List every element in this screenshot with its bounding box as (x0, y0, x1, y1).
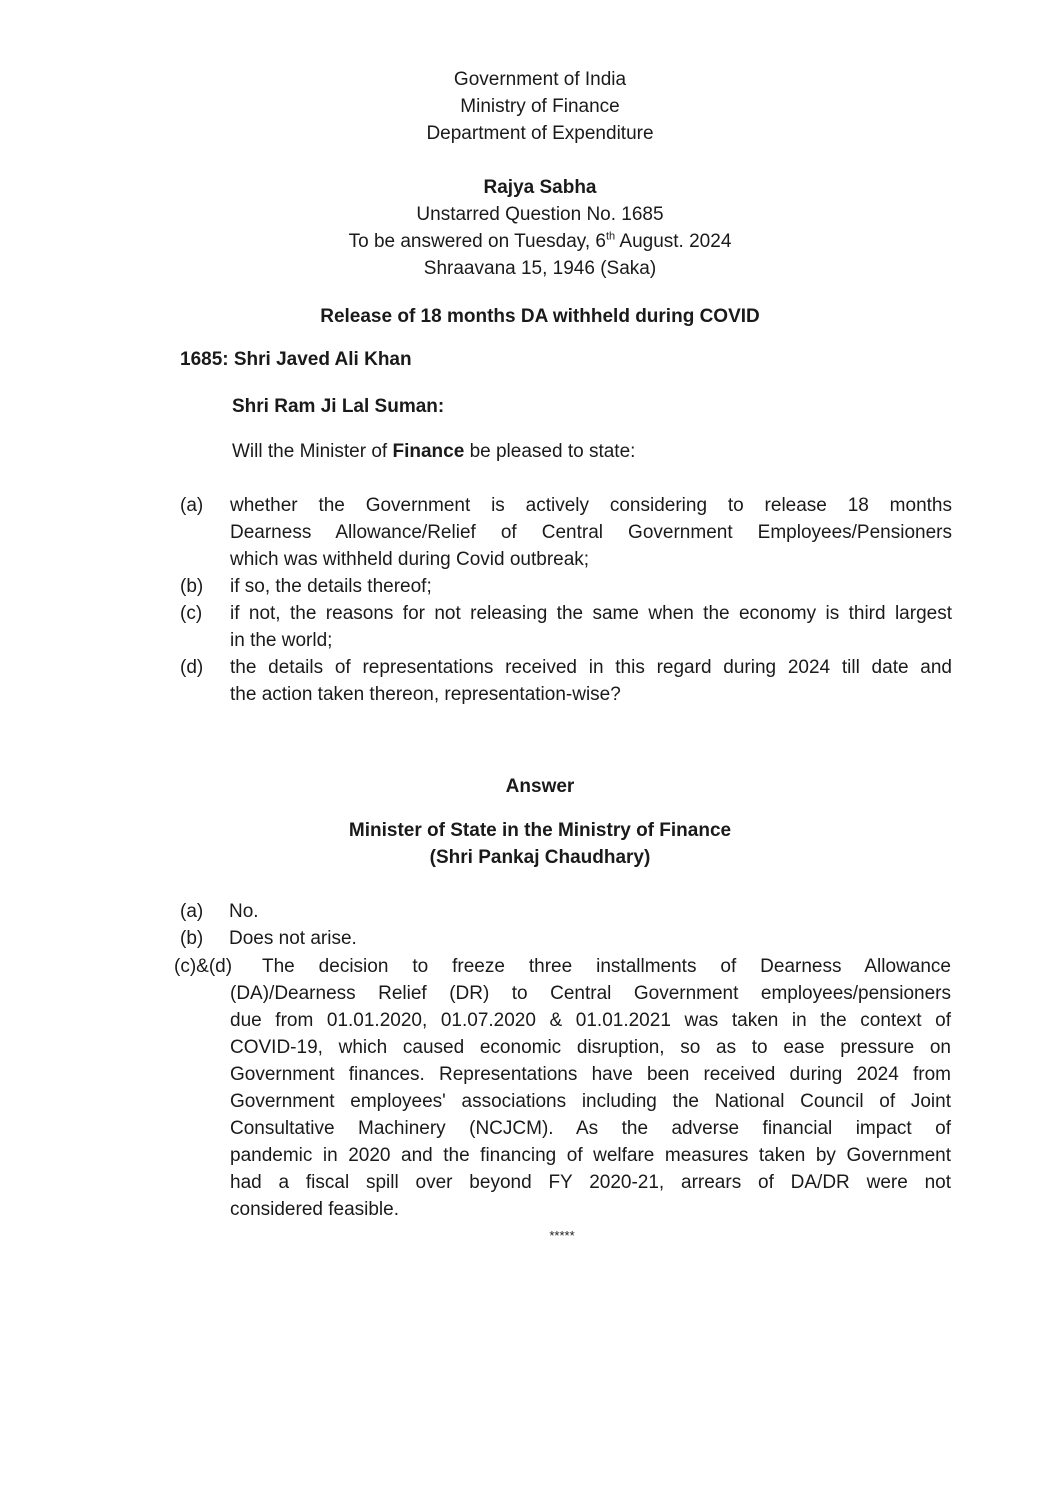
question-label: (a) (180, 495, 204, 516)
house-name: Rajya Sabha (483, 177, 597, 198)
answer-text-line: due from 01.01.2020, 01.07.2020 & 01.01.2021 was taken in the context of (230, 1010, 951, 1031)
date-suffix: August. 2024 (615, 231, 732, 252)
member-2: Shri Ram Ji Lal Suman: (232, 396, 445, 417)
header-department: Department of Expenditure (426, 123, 654, 144)
question-text-line: in the world; (230, 630, 333, 651)
answer-text-line: Government finances. Representations have been received during 2024 from (230, 1064, 951, 1085)
question-label: (d) (180, 657, 204, 678)
saka-date: Shraavana 15, 1946 (Saka) (423, 258, 657, 279)
question-label: (b) (180, 576, 204, 597)
answer-b-text: Does not arise. (229, 928, 357, 949)
minister-title: Minister of State in the Ministry of Finance (348, 820, 732, 841)
question-text-line: if so, the details thereof; (230, 576, 432, 597)
date-prefix: To be answered on Tuesday, 6 (348, 231, 606, 252)
answer-text-line: Government employees' associations including the National Council of Joint (230, 1091, 951, 1112)
intro-suffix: be pleased to state: (464, 441, 636, 462)
intro-bold: Finance (392, 441, 465, 462)
answer-text-line: (DA)/Dearness Relief (DR) to Central Government employees/pensioners (230, 983, 951, 1004)
question-title: Release of 18 months DA withheld during COVID (320, 306, 760, 327)
header-government: Government of India (453, 69, 627, 90)
answer-text-line: pandemic in 2020 and the financing of welfare measures taken by Government (230, 1145, 951, 1166)
question-text-line: if not, the reasons for not releasing the same when the economy is third largest (230, 603, 952, 624)
question-text-line: the action taken thereon, representation-wise? (230, 684, 621, 705)
answer-cd-first-line: The decision to freeze three installments of Dearness Allowance (262, 956, 951, 977)
answer-text-line: had a fiscal spill over beyond FY 2020-21, arrears of DA/DR were not (230, 1172, 951, 1193)
intro-prefix: Will the Minister of (232, 441, 393, 462)
answer-date (0, 228, 1060, 255)
question-text-line: Dearness Allowance/Relief of Central Government Employees/Pensioners (230, 522, 952, 543)
question-text-line: whether the Government is actively considering to release 18 months (230, 495, 952, 516)
answer-a-text: No. (229, 901, 259, 922)
question-label: (c) (180, 603, 203, 624)
header-ministry: Ministry of Finance (460, 96, 620, 117)
question-number: Unstarred Question No. 1685 (416, 204, 664, 225)
member-1: 1685: Shri Javed Ali Khan (180, 349, 412, 370)
answer-text-line: Consultative Machinery (NCJCM). As the adverse financial impact of (230, 1118, 951, 1139)
question-intro (232, 438, 635, 465)
answer-text-line: considered feasible. (230, 1199, 399, 1220)
answer-a-label: (a) (180, 901, 204, 922)
answer-b-label: (b) (180, 928, 204, 949)
answer-heading: Answer (505, 776, 575, 797)
question-text-line: which was withheld during Covid outbreak; (230, 549, 590, 570)
end-mark: ***** (549, 1228, 575, 1243)
date-superscript: th (605, 230, 616, 243)
minister-name: (Shri Pankaj Chaudhary) (429, 847, 651, 868)
question-text-line: the details of representations received in this regard during 2024 till date and (230, 657, 952, 678)
answer-text-line: COVID-19, which caused economic disruption, so as to ease pressure on (230, 1037, 951, 1058)
answer-cd-label: (c)&(d) (174, 956, 233, 977)
